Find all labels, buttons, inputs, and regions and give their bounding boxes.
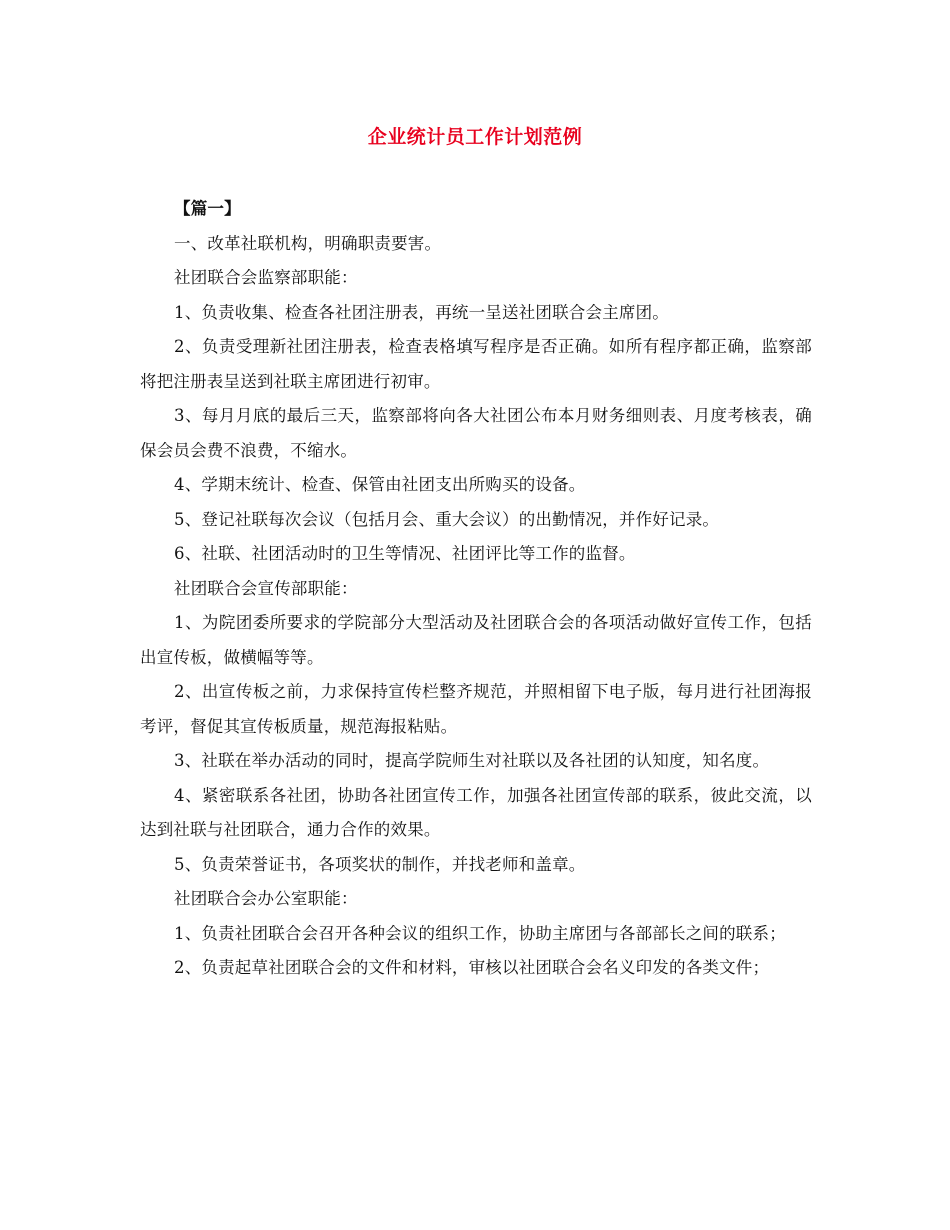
document-body (140, 192, 812, 986)
paragraph: 3、每月月底的最后三天，监察部将向各大社团公布本月财务细则表、月度考核表，确保会员会费不浪费，不缩水。 (140, 406, 812, 460)
paragraph: 4、紧密联系各社团，协助各社团宣传工作，加强各社团宣传部的联系，彼此交流，以达到社联与社团联合，通力合作的效果。 (140, 785, 812, 839)
paragraph: 5、登记社联每次会议（包括月会、重大会议）的出勤情况，并作好记录。 (174, 509, 720, 529)
section-heading: 【篇一】 (174, 199, 241, 218)
paragraph: 1、负责收集、检查各社团注册表，再统一呈送社团联合会主席团。 (174, 302, 669, 322)
subsection-heading: 社团联合会监察部职能： (174, 268, 358, 287)
paragraph: 1、为院团委所要求的学院部分大型活动及社团联合会的各项活动做好宣传工作，包括出宣传板，做横幅等等。 (140, 613, 812, 667)
paragraph: 4、学期末统计、检查、保管由社团支出所购买的设备。 (174, 475, 586, 494)
paragraph: 2、负责受理新社团注册表，检查表格填写程序是否正确。如所有程序都正确，监察部将把注册表呈送到社联主席团进行初审。 (140, 337, 812, 391)
paragraph: 2、出宣传板之前，力求保持宣传栏整齐规范，并照相留下电子版，每月进行社团海报考评，督促其宣传板质量，规范海报粘贴。 (140, 682, 812, 736)
document-title: 企业统计员工作计划范例 (367, 126, 583, 148)
paragraph: 一、改革社联机构，明确职责要害。 (174, 233, 442, 253)
paragraph: 2、负责起草社团联合会的文件和材料，审核以社团联合会名义印发的各类文件； (174, 958, 770, 977)
subsection-heading: 社团联合会办公室职能： (174, 889, 358, 908)
subsection-heading: 社团联合会宣传部职能： (174, 578, 358, 598)
paragraph: 6、社联、社团活动时的卫生等情况、社团评比等工作的监督。 (174, 544, 636, 563)
paragraph: 5、负责荣誉证书，各项奖状的制作，并找老师和盖章。 (174, 854, 586, 874)
paragraph: 1、负责社团联合会召开各种会议的组织工作，协助主席团与各部部长之间的联系； (174, 923, 786, 943)
paragraph: 3、社联在举办活动的同时，提高学院师生对社联以及各社团的认知度，知名度。 (174, 751, 770, 770)
